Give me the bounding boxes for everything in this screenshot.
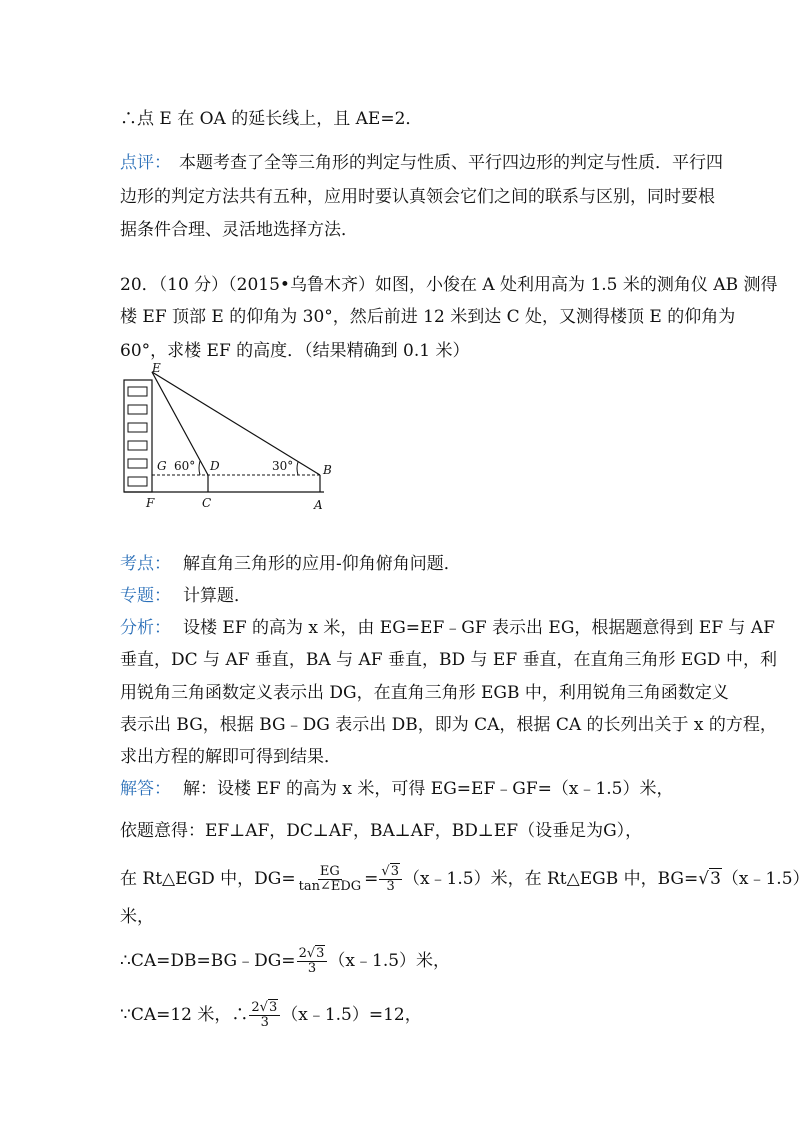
fenxi-line-5: 求出方程的解即可得到结果． xyxy=(120,747,341,767)
label-angle60: 60° xyxy=(174,459,196,473)
prev-conclusion: ∴点 E 在 OA 的延长线上，且 AE=2． xyxy=(120,109,423,129)
building-window xyxy=(128,477,147,486)
angle-arc-d xyxy=(199,461,200,475)
label-B: B xyxy=(323,463,332,477)
solution-line-1: 解答： 解：设楼 EF 的高为 x 米，可得 EG=EF﹣GF=（x﹣1.5）米， xyxy=(120,779,674,799)
solution-line-5: ∴CA=DB=BG﹣DG= $\frac{2√3}{3}$ （x﹣1.5）米， xyxy=(120,946,451,976)
problem-line-1: 20．（10 分）（2015•乌鲁木齐）如图，小俊在 A 处利用高为 1.5 米的测角仪 AB 测得 xyxy=(120,275,778,295)
fraction-2sqrt3-over-3-b: $\frac{2√3}{3}$ xyxy=(249,1001,280,1030)
sqrt3: √3 xyxy=(698,869,721,889)
solution-line-4: 米， xyxy=(120,907,154,927)
fraction-sqrt3-over-3: $\frac{√3}{3}$ xyxy=(379,865,402,894)
comment-line-2: 边形的判定方法共有五种，应用时要认真领会它们之间的联系与区别，同时要根 xyxy=(120,187,715,207)
building-window xyxy=(128,459,147,468)
fenxi-line-1: 分析： 设楼 EF 的高为 x 米，由 EG=EF﹣GF 表示出 EG，根据题意得到 EF 与 AF xyxy=(120,618,775,638)
building-window xyxy=(128,441,147,450)
problem-line-3: 60°，求楼 EF 的高度．（结果精确到 0.1 米） xyxy=(120,341,470,361)
comment-line-1: 点评： 本题考查了全等三角形的判定与性质、平行四边形的判定与性质．平行四 xyxy=(120,153,723,173)
solution-line-2: 依题意得：EF⊥AF，DC⊥AF，BA⊥AF，BD⊥EF（设垂足为G）， xyxy=(120,821,643,841)
label-F: F xyxy=(146,496,155,510)
building-window xyxy=(128,387,147,396)
solution-label: 解答： xyxy=(120,779,171,799)
comment-line-3: 据条件合理、灵活地选择方法． xyxy=(120,220,358,240)
problem-line-2: 楼 EF 顶部 E 的仰角为 30°，然后前进 12 米到达 C 处，又测得楼顶 E 的仰角为 xyxy=(120,307,736,327)
fraction-2sqrt3-over-3: $\frac{2√3}{3}$ xyxy=(297,947,328,976)
kaodian-line: 考点： 解直角三角形的应用-仰角俯角问题． xyxy=(120,554,461,574)
comment-label: 点评： xyxy=(120,153,171,173)
label-D: D xyxy=(210,459,220,473)
label-A: A xyxy=(314,498,323,512)
label-C: C xyxy=(202,496,212,510)
fraction-dg: $\frac{EG}{\text{tan∠EDG}}$ xyxy=(298,864,362,894)
label-E: E xyxy=(152,361,161,375)
fenxi-line-3: 用锐角三角函数定义表示出 DG，在直角三角形 EGB 中，利用锐角三角函数定义 xyxy=(120,683,729,703)
solution-line-6: ∵CA=12 米，∴ $\frac{2√3}{3}$ （x﹣1.5）=12， xyxy=(120,1000,422,1030)
zhuanti-label: 专题： xyxy=(120,586,171,606)
fenxi-line-2: 垂直，DC 与 AF 垂直，BA 与 AF 垂直，BD 与 EF 垂直，在直角三角形 EGD 中，利 xyxy=(120,650,777,670)
fenxi-label: 分析： xyxy=(120,618,171,638)
fenxi-line-4: 表示出 BG，根据 BG﹣DG 表示出 DB，即为 CA，根据 CA 的长列出关于 x 的方程， xyxy=(120,715,777,735)
building-window xyxy=(128,423,147,432)
kaodian-label: 考点： xyxy=(120,554,171,574)
zhuanti-line: 专题： 计算题． xyxy=(120,586,251,606)
geometry-figure xyxy=(112,362,352,514)
building-window xyxy=(128,405,147,414)
label-angle30: 30° xyxy=(272,459,294,473)
solution-line-3: 在 Rt△EGD 中，DG= $\frac{EG}{\text{tan∠EDG}}$ = $\frac{√3}{3}$ （x﹣1.5）米，在 Rt△EGB 中，BG=√3（x﹣1.5） xyxy=(120,864,810,894)
building xyxy=(124,380,152,492)
angle-arc-b xyxy=(297,462,298,475)
label-G: G xyxy=(157,459,167,473)
